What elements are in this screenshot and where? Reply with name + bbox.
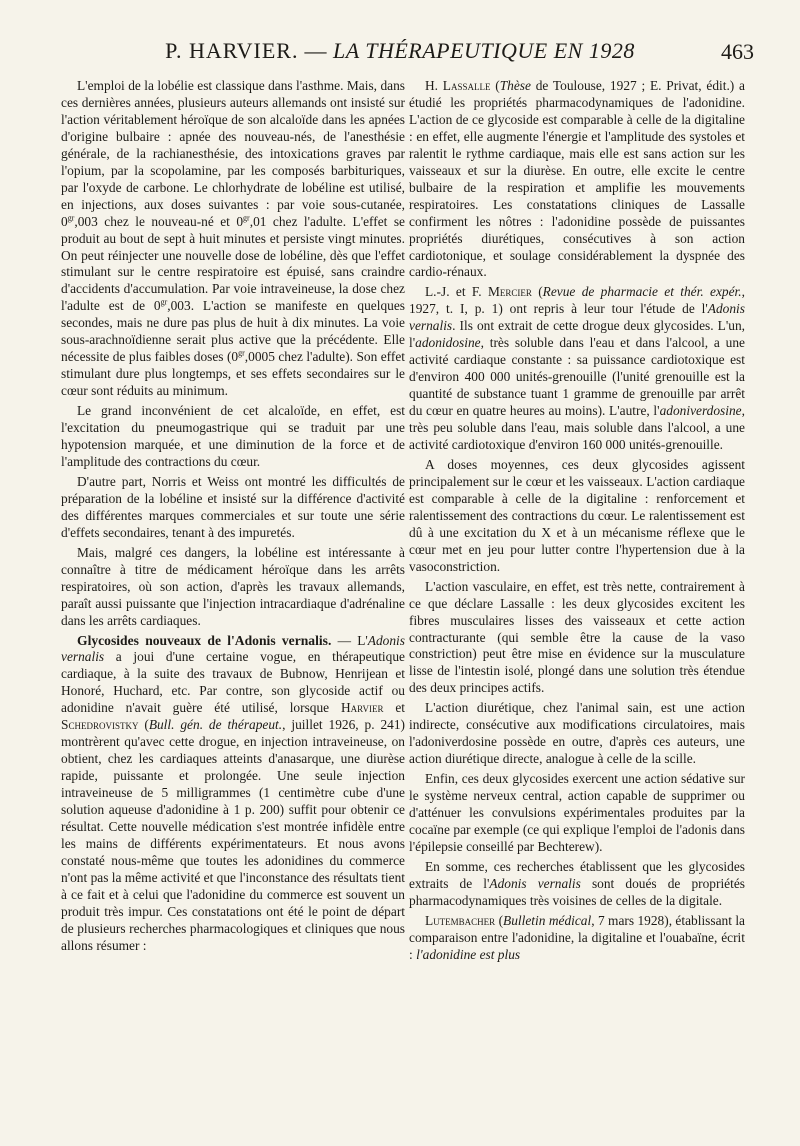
header-author: P. HARVIER. <box>165 38 299 63</box>
text-run: ( <box>490 78 500 93</box>
paragraph-enfin: Enfin, ces deux glycosides exercent une action sédative sur le système nerveux central, action capable de supprimer ou d'atténuer les convulsions expérimentales produites par la cocaïne par exemple (ce qui explique l'emploi de l'adonis dans l'épilepsie conseillé par Bechterew). <box>409 771 745 854</box>
text-run: — <box>331 632 358 648</box>
italic-run: Bull. gén. de thérapeut. <box>148 717 283 733</box>
italic-run: Adonis vernalis <box>489 875 581 891</box>
superscript: gr <box>67 213 75 223</box>
author-name: Harvier <box>341 700 384 716</box>
author-name: Mercier <box>487 284 532 300</box>
text-run: ,003. L'action se manifeste en quelques secondes, mais ne dure pas plus de huit à dix minutes. La voie sous-arachnoïdienne serait plus active que la précédente. Elle nécessite de plus faibles doses (0 <box>61 298 406 365</box>
superscript: gr <box>160 297 168 307</box>
header-title: LA THÉRAPEUTIQUE EN 1928 <box>332 38 635 63</box>
paragraph-action-diuretique: L'action diurétique, chez l'animal sain, est une action indirecte, consécutive aux modifications circulatoires, mais l'adoniverdosine possède en outre, d'après ces auteurs, une action diurétique directe, analogue à celle de la scille. <box>409 700 745 767</box>
text-run: , 1927, t. I, p. 1) ont repris à leur tour l'étude de l' <box>409 284 745 317</box>
text-run: ( <box>495 912 504 928</box>
text-run: , juillet 1926, p. 241) montrèrent qu'avec cette drogue, en injection intraveineuse, on obtient, chez les cardiaques atteints d'anasarque, une diurèse rapide, puissante et prolongée. Une seule injection intraveineuse de 5 milligrammes (1 centimètre cube d'une solution aqueuse d'adonidine à 1 p. 200) suffit pour obtenir ce résultat. Cette nouvelle médication s'est montrée infidèle entre les mains de différents expérimentateurs. Et nous avons constaté nous-même que toutes les adonidines du commerce n'ont pas la même activité et que l'inconstance des résultats tient à ce fait et à celui que l'adonidine du commerce est souvent un produit très impur. Ces constatations ont été le point de départ de plusieurs recherches pharmacologiques et cliniques que nous allons résumer : <box>61 717 406 953</box>
text-run: de Toulouse, 1927 ; E. Privat, édit.) a étudié les propriétés pharmacodynamiques de l'adonidine. L'action de ce glycoside est comparable à celle de la digitaline : en effet, elle augmente l'énergie et l'amplitude des systoles et ralentit le rythme cardiaque, mais elle est sans action sur les vaisseaux et sur la diurèse. En outre, elle excite le centre bulbaire de la respiration et amplifie les mouvements respiratoires. Les constatations cliniques de Lassalle confirment les nôtres : l'adonidine possède de puissantes propriétés diurétiques, consécutives à son action cardiotonique, et soulage considérablement la dyspnée des cardio-rénaux. <box>409 78 745 280</box>
italic-run: l'adonidine est plus <box>416 946 521 962</box>
text-run: . Ils ont extrait de cette drogue deux glycosides. L'un, l' <box>409 318 745 351</box>
text-run: ,0005 chez l'adulte). Son effet stimulant dure plus longtemps, et ses effets secondaires sur le cœur sont réduits au minimum. <box>61 349 406 399</box>
running-title <box>0 38 800 64</box>
italic-run: Adonis vernalis <box>409 301 745 334</box>
author-name: Schedrovistky <box>61 717 139 733</box>
text-run: ( <box>531 284 543 300</box>
paragraph-inconvenient: Le grand inconvénient de cet alcaloïde, en effet, est l'excitation du pneumogastrique qui se traduit par une hypotension marquée, et une diminution de la force et de l'amplitude des contractions du cœur. <box>61 403 405 469</box>
text-run: , très soluble dans l'eau et dans l'alcool, a une activité cardiaque constante : sa puissance cardiotoxique est d'environ 400 000 unités-grenouille (l'unité grenouille est la quantité de substance tuant 1 gramme de grenouille par arrêt du cœur en quatre heures au moins). L'autre, l' <box>409 335 745 419</box>
text-run: ( <box>138 717 149 733</box>
superscript: gr <box>243 213 250 223</box>
paragraph-mercier <box>409 284 745 454</box>
text-run: , très peu soluble dans l'eau, mais soluble dans l'alcool, a une activité cardiotoxique d'environ 160 000 unités-grenouille. <box>409 403 745 453</box>
author-name: Lutembacher <box>425 912 496 928</box>
paragraph-lobeline-doses <box>61 78 405 400</box>
paragraph-lutembacher <box>409 913 745 964</box>
text-run: L' <box>357 632 368 648</box>
text-run: ,01 chez l'adulte. L'effet se produit au bout de sept à huit minutes et persiste vingt minutes. On peut réinjecter une nouvelle dose de lobéline, dès que l'effet stimulant sur le centre respiratoire est épuisé, sans craindre d'accidents d'accumulation. Par voie intraveineuse, la dose chez l'adulte est de 0 <box>61 213 405 314</box>
italic-run: Revue de pharmacie et thér. expér. <box>542 284 742 300</box>
text-run: ,003 chez le nouveau-né et 0 <box>74 213 244 229</box>
italic-run: adoniverdosine <box>659 403 742 419</box>
page-number: 463 <box>721 39 754 64</box>
paragraph-en-somme <box>409 859 745 910</box>
left-column <box>61 78 405 958</box>
right-column <box>409 78 745 967</box>
header-dash: — <box>304 38 327 63</box>
italic-run: adonidosine <box>415 335 481 351</box>
paragraph-dangers: Mais, malgré ces dangers, la lobéline est intéressante à connaître à titre de médicament héroïque dans les arrêts respiratoires, où son action, d'après les travaux allemands, paraît aussi puissante que l'injection intracardiaque d'adrénaline dans les arrêts cardiaques. <box>61 544 405 628</box>
running-header <box>0 38 800 72</box>
paragraph-lassalle <box>409 78 745 281</box>
text-run: sont doués de propriétés pharmacodynamiques très voisines de celles de la digitale. <box>409 875 745 908</box>
text-run: En somme, ces recherches établissent que les glycosides extraits de l' <box>409 858 745 891</box>
paragraph-norris-weiss: D'autre part, Norris et Weiss ont montré les difficultés de préparation de la lobéline et insisté sur la différence d'activité des différentes marques commerciales et sur toute une série d'effets secondaires, tenant à des impuretés. <box>61 473 405 540</box>
text-run: , 7 mars 1928), établissant la comparaison entre l'adonidine, la digitaline et l'ouabaïne, écrit : <box>409 912 745 962</box>
paragraph-adonis-section <box>61 633 405 955</box>
text-run: L.-J. et F. <box>425 284 488 300</box>
superscript: gr <box>238 348 245 358</box>
text-run: L'emploi de la lobélie est classique dans l'asthme. Mais, dans ces dernières années, plusieurs auteurs allemands ont insisté sur l'action véritablement héroïque de son alcaloïde dans les apnées d'origine bulbaire : apnée des nouveau-nés, de l'anesthésie générale, de la rachianesthésie, des intoxications graves par l'opium, par la scopolamine, par les composés barbituriques, par l'oxyde de carbone. Le chlorhydrate de lobéline est utilisé, en injections, aux doses suivantes : par voie sous-cutanée, 0 <box>61 78 405 229</box>
paragraph-action-vasculaire: L'action vasculaire, en effet, est très nette, contrairement à ce que déclare Lassalle : les deux glycosides excitent les fibres musculaires lisses des vaisseaux et cette action contracturante (qui semble être la cause de la vaso constriction) peut être mise en évidence sur la musculature lisse de l'intestin isolé, plongé dans une solution très étendue des deux principes actifs. <box>409 578 745 696</box>
text-run: et <box>383 700 405 716</box>
author-name: H. Lassalle <box>425 78 491 93</box>
section-title: Glycosides nouveaux de l'Adonis vernalis. <box>77 632 332 648</box>
italic-run: Bulletin médical <box>503 912 592 928</box>
italic-run: Adonis vernalis <box>61 632 405 665</box>
text-run: a joui d'une certaine vogue, en thérapeutique cardiaque, à la suite des travaux de Bubnow, Henrijean et Honoré, Huchard, etc. Par contre, son glycoside actif ou adonidine n'avait guère été utilisé, lorsque <box>61 649 405 716</box>
italic-run: Thèse <box>499 78 531 93</box>
paragraph-doses-moyennes: A doses moyennes, ces deux glycosides agissent principalement sur le cœur et les vaisseaux. L'action cardiaque est comparable à celle de la digitaline : renforcement et ralentissement des contractions du cœur. Le ralentissement est dû à une excitation du X et à un mécanisme réflexe que le cœur met en jeu pour lutter contre l'hypertension due à la vasoconstriction. <box>409 456 745 574</box>
